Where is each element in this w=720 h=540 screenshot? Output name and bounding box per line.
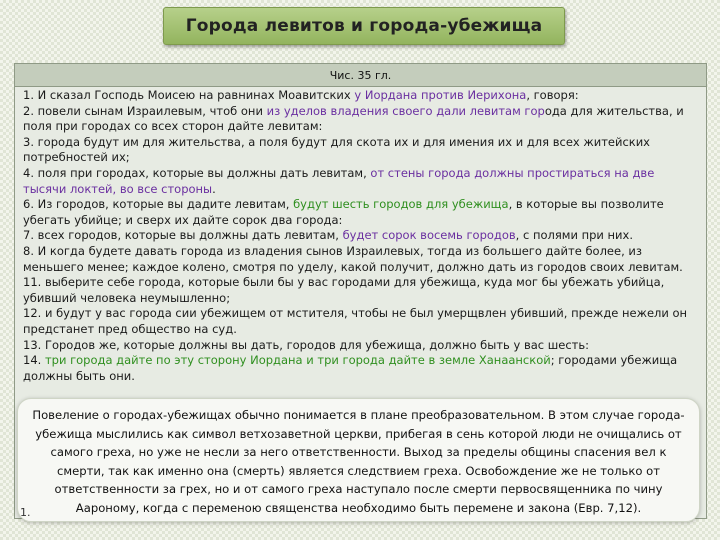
verse-line <box>23 275 698 306</box>
verse-line <box>23 197 698 228</box>
verse-text: . <box>212 181 216 196</box>
verse-text: 12. и будут у вас города сии убежищем от мстителя, чтобы не был умерщвлен убивший, прежде нежели он предстанет пред общество на суд. <box>23 306 688 336</box>
verse-text: 4. поля при городах, которые вы должны дать левитам, <box>23 165 371 180</box>
verse-line <box>23 135 698 166</box>
verse-line <box>23 228 698 244</box>
verse-line <box>23 88 698 104</box>
verse-text: 2. повели сынам Израилевым, чтоб они <box>23 103 267 118</box>
highlighted-text: будут шесть городов для убежища <box>293 197 509 212</box>
highlighted-text: из уделов владения своего дали левитам гор <box>266 103 545 118</box>
verse-text: 14. <box>23 353 45 368</box>
verse-line <box>23 244 698 275</box>
verse-text: 13. Городов же, которые должны вы дать, городов для убежища, должно быть у вас шесть: <box>23 337 590 352</box>
verse-stub: 1. <box>20 506 31 519</box>
highlighted-text: от стены города должны простираться на две тысячи локтей, во все стороны <box>23 165 655 196</box>
verse-text: 8. И когда будете давать города из владения сынов Израилевых, тогда из большего дайте более, из меньшего менее; каждое колено, смотря по уделу, какой получит, должно дать из городов своих левитам. <box>23 243 683 274</box>
verse-text: 7. всех городов, которые вы должны дать левитам, <box>23 228 343 243</box>
verse-text: ода для жительства, и поля при городах со всех сторон дайте левитам: <box>23 103 684 134</box>
verse-text: 1. И сказал Господь Моисею на равнинах Моавитских <box>23 88 355 102</box>
verse-line <box>23 104 698 135</box>
commentary-callout: Повеление о городах-убежищах обычно понимается в плане преобразовательном. В этом случае города-убежища мыслились как символ ветхозаветной церкви, прибегая в сень которой люди не очищались от самого греха, но уже не несли за него ответственности. Выход за пределы общины спасения вел к смерти, так как именно она (смерть) является следствием греха. Освобождение же не только от ответственности за грех, но и от самого греха наступало после смерти первосвященника по чину Аароному, когда с переменою священства необходимо быть перемене и закона (Евр. 7,12). <box>17 398 700 522</box>
verse-line <box>23 306 698 337</box>
verse-text: , в которые вы позволите убегать убийце; и сверх их дайте сорок два города: <box>23 197 664 227</box>
highlighted-text: три города дайте по эту сторону Иордана и три города дайте в земле Ханаанской <box>44 353 551 368</box>
highlighted-text: будет сорок восемь городов <box>342 228 516 243</box>
highlighted-text: у Иордана против Иерихона <box>354 88 527 102</box>
verse-text: , говоря: <box>526 88 579 102</box>
table-header: Чис. 35 гл. <box>15 64 706 87</box>
verse-line <box>23 338 698 354</box>
verse-text: , с полями при них. <box>515 228 633 243</box>
slide-title: Города левитов и города-убежища <box>163 7 565 45</box>
verse-line <box>23 166 698 197</box>
verse-line <box>23 353 698 384</box>
verse-text: 6. Из городов, которые вы дадите левитам, <box>23 197 294 212</box>
verse-text: ; городами убежища должны быть они. <box>23 353 678 383</box>
verse-text: 11. выберите себе города, которые были бы у вас городами для убежища, куда мог бы убежать убийца, убивший человека неумышленно; <box>23 275 665 305</box>
verse-text: 3. города будут им для жительства, а поля будут для скота их и для имения их и для всех житейских потребностей их; <box>23 134 650 165</box>
